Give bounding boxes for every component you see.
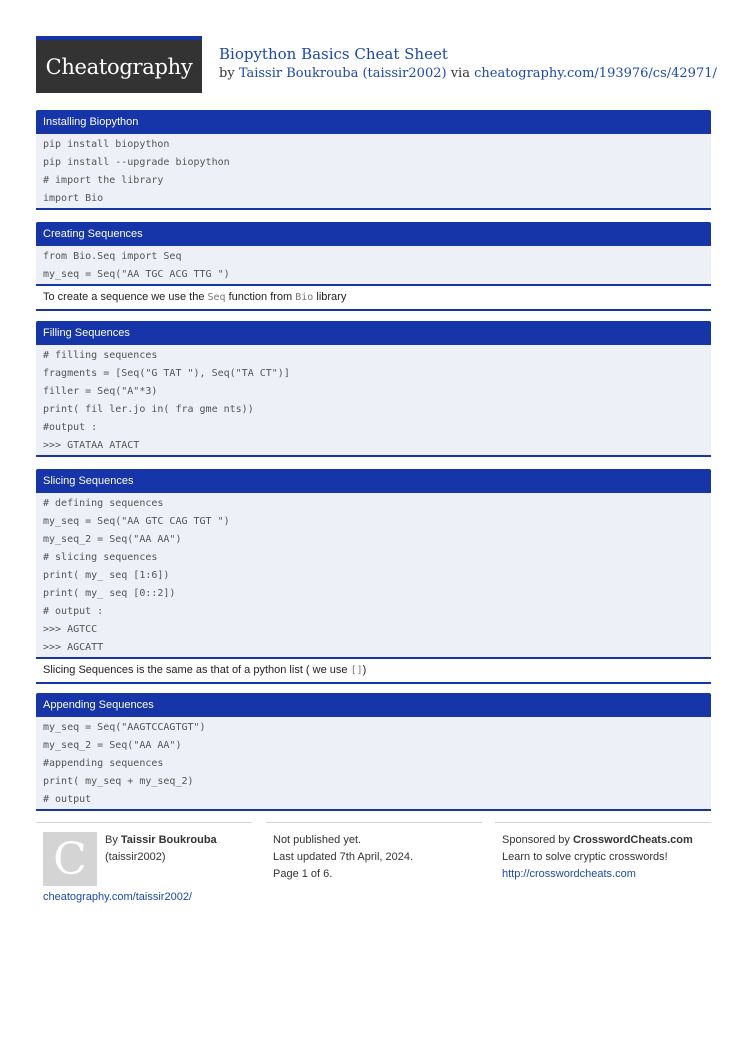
- footer-divider: [36, 822, 252, 823]
- section-note: [36, 286, 711, 311]
- code-line: # defining sequences: [43, 498, 164, 509]
- section-title: Slicing Sequences: [36, 469, 711, 493]
- sponsor-name[interactable]: CrosswordCheats.com: [572, 834, 693, 846]
- code-line: pip install biopython: [43, 139, 170, 150]
- inline-code: Bio: [295, 292, 314, 303]
- code-line: pip install --upgrade biopython: [43, 157, 230, 168]
- byline: [219, 66, 717, 81]
- sponsor-url-link[interactable]: http://crosswordcheats.com: [502, 868, 636, 880]
- sheet-url-link[interactable]: cheatography.com/193976/cs/42971/: [474, 66, 717, 81]
- code-line: print( my_seq + my_seq_2): [43, 776, 194, 787]
- byline-by: by: [219, 66, 235, 81]
- section-appending-sequences: [36, 693, 711, 811]
- code-line: from Bio.Seq import Seq: [43, 251, 182, 262]
- code-block: [36, 345, 711, 457]
- code-line: # slicing sequences: [43, 552, 158, 563]
- note-text: ): [362, 664, 367, 676]
- sponsor-prefix: Sponsored by: [502, 834, 570, 846]
- code-line: my_seq = Seq("AAGTCCAGTGT"): [43, 722, 206, 733]
- code-block: [36, 717, 711, 811]
- section-title: Filling Sequences: [36, 321, 711, 345]
- section-creating-sequences: [36, 222, 711, 311]
- code-line: >>> GTATAA ATACT: [43, 440, 140, 451]
- code-block: [36, 493, 711, 659]
- code-line: >>> AGCATT: [43, 642, 104, 653]
- sponsor-tagline: Learn to solve cryptic crosswords!: [502, 851, 668, 863]
- code-line: fragments = [Seq("G TAT "), Seq("TA CT")]: [43, 368, 290, 379]
- cheatography-logo[interactable]: [36, 36, 202, 93]
- footer-author-column: [36, 822, 252, 885]
- footer-divider: [266, 822, 482, 823]
- code-line: import Bio: [43, 193, 104, 204]
- section-note: [36, 659, 711, 684]
- code-line: my_seq_2 = Seq("AA AA"): [43, 740, 182, 751]
- footer-sponsor-column: [495, 822, 711, 883]
- note-text: Slicing Sequences is the same as that of a python list ( we use: [43, 664, 351, 676]
- page-number: Page 1 of 6.: [273, 868, 333, 880]
- footer-by: By: [105, 834, 118, 846]
- inline-code: Seq: [207, 292, 226, 303]
- publish-status: Not published yet.: [273, 834, 362, 846]
- code-block: [36, 246, 711, 286]
- section-installing-biopython: [36, 110, 711, 210]
- footer-author-line: [105, 832, 252, 849]
- section-title: Appending Sequences: [36, 693, 711, 717]
- sheet-title: Biopython Basics Cheat Sheet: [219, 45, 448, 63]
- author-profile-link[interactable]: cheatography.com/taissir2002/: [43, 891, 192, 903]
- code-line: filler = Seq("A"*3): [43, 386, 158, 397]
- author-avatar[interactable]: [43, 832, 97, 886]
- code-line: # output :: [43, 606, 104, 617]
- inline-code: []: [350, 665, 363, 676]
- note-text: function from: [225, 291, 296, 303]
- code-line: #output :: [43, 422, 98, 433]
- footer-info-column: [266, 822, 482, 883]
- code-line: print( my_ seq [1:6]): [43, 570, 170, 581]
- code-line: my_seq_2 = Seq("AA AA"): [43, 534, 182, 545]
- section-title: Creating Sequences: [36, 222, 711, 246]
- code-line: # output: [43, 794, 92, 805]
- code-line: my_seq = Seq("AA GTC CAG TGT "): [43, 516, 230, 527]
- logo-text: Cheatography: [45, 54, 193, 79]
- footer-divider: [495, 822, 711, 823]
- code-line: print( my_ seq [0::2]): [43, 588, 176, 599]
- footer-author-name[interactable]: Taissir Boukrouba: [120, 834, 217, 846]
- note-text: library: [313, 291, 347, 303]
- footer-author-handle: (taissir2002): [105, 851, 166, 863]
- code-line: # filling sequences: [43, 350, 158, 361]
- section-slicing-sequences: [36, 469, 711, 684]
- code-line: print( fil ler.jo in( fra gme nts)): [43, 404, 254, 415]
- section-filling-sequences: [36, 321, 711, 457]
- code-block: [36, 134, 711, 210]
- code-line: #appending sequences: [43, 758, 164, 769]
- avatar-letter: C: [53, 833, 87, 885]
- note-text: To create a sequence we use the: [43, 291, 208, 303]
- section-title: Installing Biopython: [36, 110, 711, 134]
- last-updated: Last updated 7th April, 2024.: [273, 851, 414, 863]
- code-line: >>> AGTCC: [43, 624, 98, 635]
- sponsor-line: [502, 832, 711, 849]
- code-line: # import the library: [43, 175, 164, 186]
- author-link[interactable]: Taissir Boukrouba (taissir2002): [238, 66, 447, 81]
- code-line: my_seq = Seq("AA TGC ACG TTG "): [43, 269, 230, 280]
- byline-via: via: [450, 66, 470, 81]
